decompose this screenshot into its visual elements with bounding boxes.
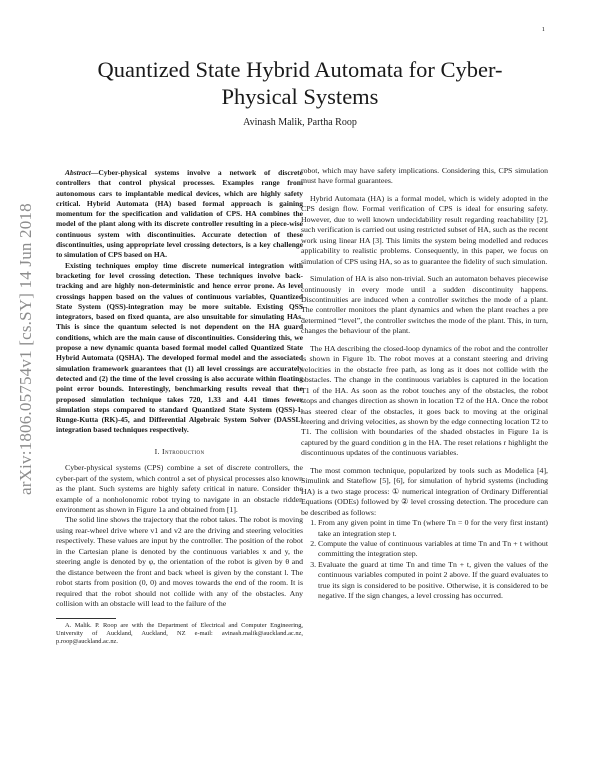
right-paragraph-2: Hybrid Automata (HA) is a formal model, which is widely adopted in the CPS design flow. Formal verification of CPS is ideal for ensuring safety. However, due to well known undecidability result regarding reachability [2], such verification is carried out using restricted subset of HA, such as the recent work using linear HA [3]. This limits the system being modelled and reduces applicability to realistic problems. Consequently, in this paper, we focus on simulation of CPS using HA, so as to guarantee the fidelity of such simulation. xyxy=(301,193,548,266)
right-column xyxy=(301,166,548,602)
right-paragraph-5: The most common technique, popularized by tools such as Modelica [4], Simulink and Stateflow [5], [6], for simulation of hybrid systems (including HA) is a two stage process: ① numerical integration of Ordinary Differential Equations (ODEs) followed by ② level crossing detection. The procedure can be described as follows: xyxy=(301,465,548,517)
paper-authors: Avinash Malik, Partha Roop xyxy=(243,117,357,128)
abstract-paragraph-2: Existing techniques employ time discrete numerical integration with bracketing for level crossing detection. These techniques involve back-tracking and are highly non-deterministic and hence error prone. As level crossings happen based on the values of continuous variables, Quantized State System (QSS)-integration may be more suitable. Existing QSS integrators, based on fixed quanta, are also unsuitable for simulating HAs. This is since the quantum selected is not dependent on the HA guard conditions, which are the main cause of discontinuities. Considering this, we propose a new dynamic quanta based formal model called Quantized State Hybrid Automata (QSHA). The developed formal model and the associated simulation framework guarantees that (1) all level crossings are accurately detected and (2) the time of the level crossing is also accurate within floating point error bounds. Interestingly, benchmarking results reveal that the proposed simulation technique takes 720, 1.33 and 4.41 times fewer simulation steps compared to standard Quantized State System (QSS)-1, Runge-Kutta (RK)-45, and Differential Algebraic System Solver (DASSL) integration based techniques respectively. xyxy=(56,260,303,435)
abstract-label: Abstract xyxy=(65,168,91,177)
procedure-list xyxy=(301,518,548,602)
section-heading xyxy=(56,447,303,457)
procedure-step-1: 1. From any given point in time Tn (where Tn = 0 for the very first instant) take an integration step t. xyxy=(318,518,548,539)
footnote-rule xyxy=(56,618,116,619)
footnote: A. Malik. P. Roop are with the Department of Electrical and Computer Engineering, University of Auckland, Auckland, NZ e-mail: avinash.malik@auckland.ac.nz, p.roop@auckland.ac.nz. xyxy=(56,621,303,646)
intro-paragraph-2: The solid line shows the trajectory that the robot takes. The robot is moving using rear-wheel drive where v1 and v2 are the driving and steering velocities respectively. These values are input by the controller. The position of the robot in the Cartesian plane is denoted by the continuous variables x and y, the steering angle is denoted by φ, the orientation of the robot is given by θ and the distance between the front and back wheel is given by the constant l. The robot starts from position (0, 0) and moves towards the end of the room. It is required that the robot should not collide with any of the obstacles. Any collision with an obstacle will lead to the failure of the xyxy=(56,515,303,609)
page-number: 1 xyxy=(541,26,545,33)
intro-paragraph-1: Cyber-physical systems (CPS) combine a set of discrete controllers, the cyber-part of the system, which control a set of physical processes also known as the plant. Such systems are highly safety critical in nature. Consider the example of a nonholonomic robot trying to navigate in an obstacle ridden environment as shown in Figure 1a and obtained from [1]. xyxy=(56,463,303,514)
paragraph-gap xyxy=(301,187,548,194)
paper-title: Quantized State Hybrid Automata for Cyber-Physical Systems xyxy=(97,57,503,109)
abstract-text-1: —Cyber-physical systems involve a network of discrete controllers that control physical processes. Examples range from autonomous cars to implantable medical devices, which are highly safety critical. Hybrid Automata (HA) based formal approach is gaining momentum for the specification and validation of CPS. HA combines the model of the plant along with its discrete controller resulting in a piece-wise continuous system with discontinuities. Accurate detection of these discontinuities, using appropriate level crossing detectors, is a key challenge to simulation of CPS based on HA. xyxy=(56,168,303,260)
paragraph-gap xyxy=(301,459,548,466)
procedure-step-2: 2. Compute the value of continuous variables at time Tn and Tn + t without committing the integration step. xyxy=(318,539,548,560)
procedure-step-3: 3. Evaluate the guard at time Tn and time Tn + t, given the values of the continuous variables computed in point 2 above. If the guard evaluates to true its sign is considered to be positive. Otherwise, it is considered to be negative. If the sign changes, a level crossing has occurred. xyxy=(318,560,548,602)
right-paragraph-1: robot, which may have safety implications. Considering this, CPS simulation must have formal guarantees. xyxy=(301,166,548,186)
arxiv-identifier: arXiv:1806.05754v1 [cs.SY] 14 Jun 2018 xyxy=(16,203,35,495)
right-paragraph-4: The HA describing the closed-loop dynamics of the robot and the controller is shown in Figure 1b. The robot moves at a constant steering and driving velocities in the obstacle free path, as long as it does not collide with the obstacles. The change in the continuous variables is captured in the location T1 of the HA. As soon as the robot touches any of the obstacles, the robot stops and changes direction as shown in location T2 of the HA. Once the robot has steered clear of the obstacles, it goes back to moving at the original steering and driving velocities, as shown by the edge connecting location T2 to T1. The collision with boundaries of the shaded obstacles in Figure 1a is captured by the guard condition g in the HA. The reset relations r highlight the discontinuous updates of the continuous variables. xyxy=(301,343,548,458)
paragraph-gap xyxy=(301,267,548,274)
abstract-paragraph-1 xyxy=(56,168,303,261)
section-numeral: I. xyxy=(154,446,163,456)
section-title: Introduction xyxy=(162,446,205,456)
left-column xyxy=(56,168,303,646)
right-paragraph-3: Simulation of HA is also non-trivial. Such an automaton behaves piecewise continuously in every mode until a sudden discontinuity happens. Discontinuities are induced when a controller switches the mode of a plant. The controller monitors the plant dynamics and when the plant reaches a pre determined “level”, the controller switches the mode of the plant. This, in turn, changes the behaviour of the plant. xyxy=(301,274,548,336)
paragraph-gap xyxy=(301,337,548,344)
